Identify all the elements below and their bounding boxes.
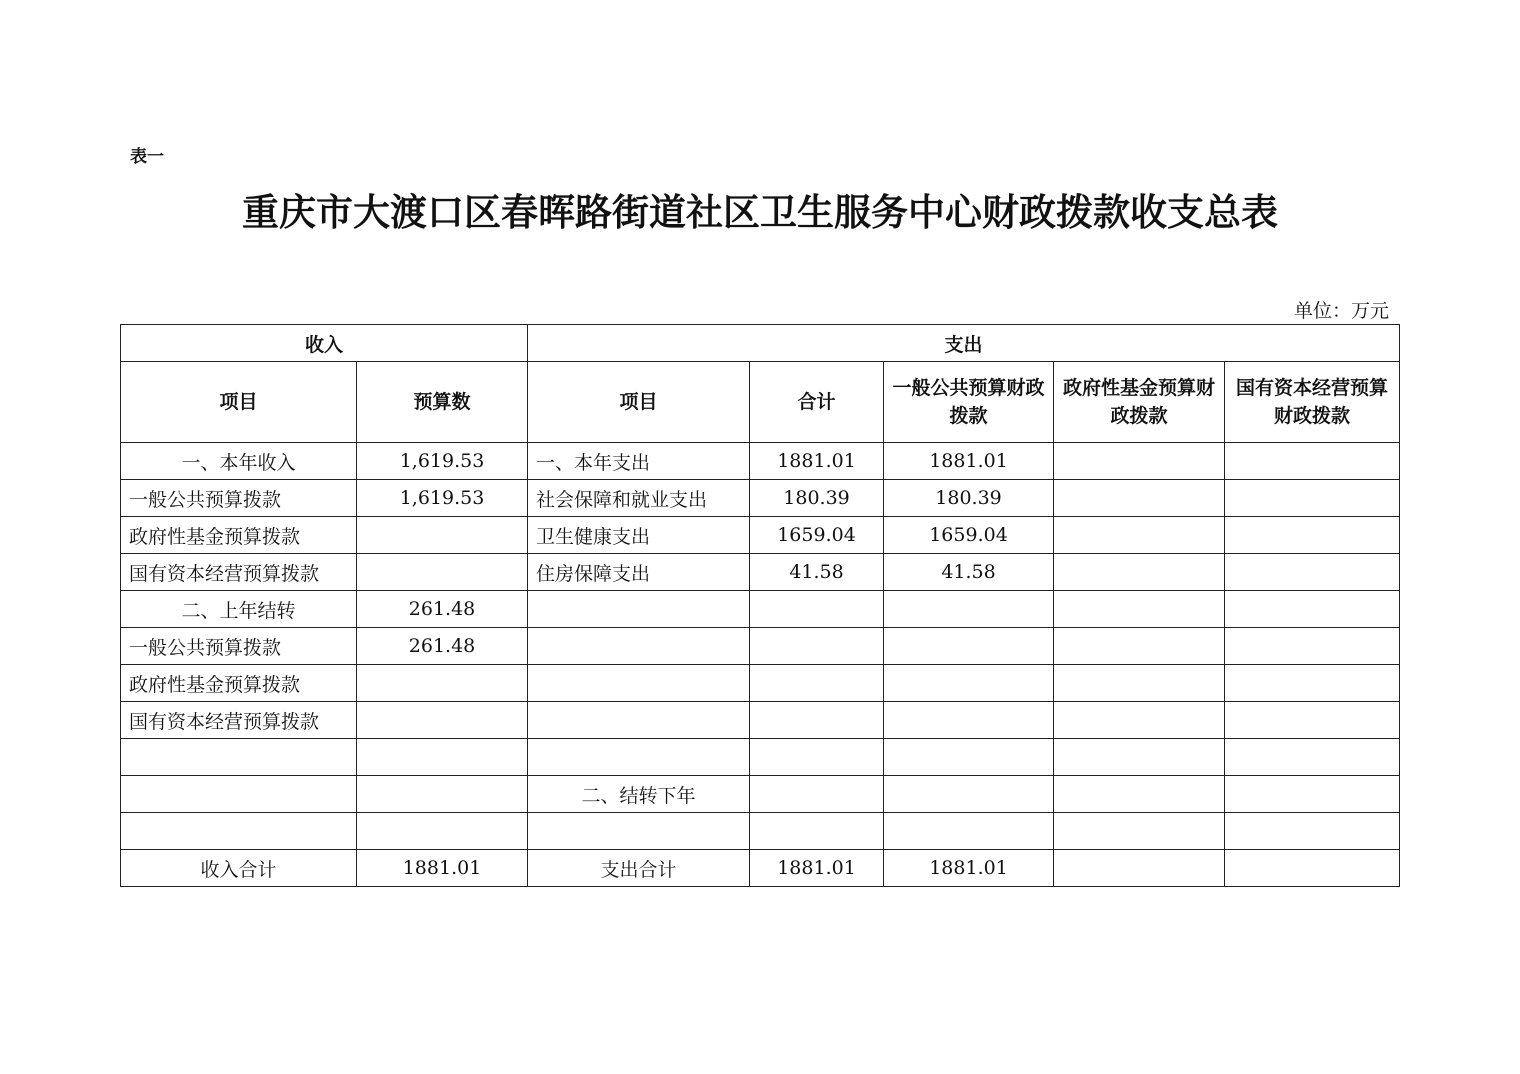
unit-label: 单位：万元 bbox=[1293, 300, 1389, 322]
total-cell bbox=[750, 628, 884, 665]
general-budget-cell bbox=[884, 739, 1054, 776]
income-value-cell: 261.48 bbox=[357, 591, 528, 628]
total-cell: 41.58 bbox=[750, 554, 884, 591]
fiscal-table bbox=[120, 324, 1400, 887]
table-label: 表一 bbox=[130, 147, 164, 167]
income-value-cell bbox=[357, 813, 528, 850]
income-item-cell: 一般公共预算拨款 bbox=[121, 480, 357, 517]
gov-fund-cell bbox=[1054, 739, 1225, 776]
gov-fund-cell bbox=[1054, 554, 1225, 591]
state-capital-header: 国有资本经营预算财政拨款 bbox=[1225, 362, 1400, 443]
state-capital-cell bbox=[1225, 591, 1400, 628]
state-capital-cell bbox=[1225, 776, 1400, 813]
income-value-cell: 1,619.53 bbox=[357, 443, 528, 480]
expense-item-cell: 住房保障支出 bbox=[528, 554, 750, 591]
table-row bbox=[121, 702, 1400, 739]
table-row bbox=[121, 850, 1400, 887]
expense-item-cell: 二、结转下年 bbox=[528, 776, 750, 813]
table-row bbox=[121, 554, 1400, 591]
general-budget-cell bbox=[884, 702, 1054, 739]
income-value-cell bbox=[357, 517, 528, 554]
gov-fund-cell bbox=[1054, 776, 1225, 813]
total-cell: 1881.01 bbox=[750, 443, 884, 480]
expense-item-cell bbox=[528, 628, 750, 665]
income-item-cell bbox=[121, 776, 357, 813]
gov-fund-cell bbox=[1054, 665, 1225, 702]
income-item-cell bbox=[121, 739, 357, 776]
income-value-cell bbox=[357, 702, 528, 739]
header-row-columns bbox=[121, 362, 1400, 443]
table-row bbox=[121, 776, 1400, 813]
budget-header: 预算数 bbox=[357, 362, 528, 443]
income-value-cell bbox=[357, 665, 528, 702]
total-cell: 180.39 bbox=[750, 480, 884, 517]
gov-fund-cell bbox=[1054, 480, 1225, 517]
table-row bbox=[121, 443, 1400, 480]
total-cell: 1881.01 bbox=[750, 850, 884, 887]
income-item-cell: 政府性基金预算拨款 bbox=[121, 517, 357, 554]
expense-item-cell: 社会保障和就业支出 bbox=[528, 480, 750, 517]
state-capital-cell bbox=[1225, 517, 1400, 554]
general-budget-cell bbox=[884, 813, 1054, 850]
expense-item-cell bbox=[528, 813, 750, 850]
table-row bbox=[121, 591, 1400, 628]
income-item-header: 项目 bbox=[121, 362, 357, 443]
gov-fund-cell bbox=[1054, 517, 1225, 554]
table-body bbox=[121, 443, 1400, 887]
income-item-cell: 收入合计 bbox=[121, 850, 357, 887]
table-row bbox=[121, 813, 1400, 850]
general-budget-cell: 1881.01 bbox=[884, 850, 1054, 887]
state-capital-cell bbox=[1225, 813, 1400, 850]
total-cell bbox=[750, 702, 884, 739]
expense-item-cell bbox=[528, 591, 750, 628]
expense-item-cell: 一、本年支出 bbox=[528, 443, 750, 480]
expense-item-cell bbox=[528, 665, 750, 702]
state-capital-cell bbox=[1225, 665, 1400, 702]
expense-header: 支出 bbox=[528, 325, 1400, 362]
general-budget-cell: 180.39 bbox=[884, 480, 1054, 517]
gov-fund-cell bbox=[1054, 591, 1225, 628]
general-budget-header: 一般公共预算财政拨款 bbox=[884, 362, 1054, 443]
income-value-cell: 261.48 bbox=[357, 628, 528, 665]
income-value-cell bbox=[357, 554, 528, 591]
general-budget-cell bbox=[884, 665, 1054, 702]
expense-item-cell bbox=[528, 739, 750, 776]
expense-item-cell: 卫生健康支出 bbox=[528, 517, 750, 554]
state-capital-cell bbox=[1225, 443, 1400, 480]
table-row bbox=[121, 665, 1400, 702]
state-capital-cell bbox=[1225, 628, 1400, 665]
document-title: 重庆市大渡口区春晖路街道社区卫生服务中心财政拨款收支总表 bbox=[242, 190, 1278, 234]
gov-fund-cell bbox=[1054, 628, 1225, 665]
total-cell bbox=[750, 813, 884, 850]
expense-item-cell: 支出合计 bbox=[528, 850, 750, 887]
general-budget-cell: 1659.04 bbox=[884, 517, 1054, 554]
table-row bbox=[121, 480, 1400, 517]
gov-fund-header: 政府性基金预算财政拨款 bbox=[1054, 362, 1225, 443]
total-cell: 1659.04 bbox=[750, 517, 884, 554]
total-header: 合计 bbox=[750, 362, 884, 443]
total-cell bbox=[750, 739, 884, 776]
table-row bbox=[121, 628, 1400, 665]
general-budget-cell bbox=[884, 628, 1054, 665]
table-row bbox=[121, 739, 1400, 776]
state-capital-cell bbox=[1225, 554, 1400, 591]
income-value-cell bbox=[357, 739, 528, 776]
gov-fund-cell bbox=[1054, 702, 1225, 739]
state-capital-cell bbox=[1225, 702, 1400, 739]
general-budget-cell bbox=[884, 591, 1054, 628]
table-row bbox=[121, 517, 1400, 554]
total-cell bbox=[750, 591, 884, 628]
total-cell bbox=[750, 665, 884, 702]
income-item-cell: 一般公共预算拨款 bbox=[121, 628, 357, 665]
income-item-cell: 国有资本经营预算拨款 bbox=[121, 702, 357, 739]
expense-item-header: 项目 bbox=[528, 362, 750, 443]
general-budget-cell bbox=[884, 776, 1054, 813]
gov-fund-cell bbox=[1054, 443, 1225, 480]
gov-fund-cell bbox=[1054, 850, 1225, 887]
general-budget-cell: 41.58 bbox=[884, 554, 1054, 591]
income-value-cell bbox=[357, 776, 528, 813]
general-budget-cell: 1881.01 bbox=[884, 443, 1054, 480]
income-value-cell: 1881.01 bbox=[357, 850, 528, 887]
state-capital-cell bbox=[1225, 480, 1400, 517]
gov-fund-cell bbox=[1054, 813, 1225, 850]
expense-item-cell bbox=[528, 702, 750, 739]
income-value-cell: 1,619.53 bbox=[357, 480, 528, 517]
income-item-cell: 二、上年结转 bbox=[121, 591, 357, 628]
state-capital-cell bbox=[1225, 739, 1400, 776]
income-item-cell: 政府性基金预算拨款 bbox=[121, 665, 357, 702]
state-capital-cell bbox=[1225, 850, 1400, 887]
header-row-group bbox=[121, 325, 1400, 362]
income-header: 收入 bbox=[121, 325, 528, 362]
total-cell bbox=[750, 776, 884, 813]
income-item-cell bbox=[121, 813, 357, 850]
income-item-cell: 国有资本经营预算拨款 bbox=[121, 554, 357, 591]
income-item-cell: 一、本年收入 bbox=[121, 443, 357, 480]
